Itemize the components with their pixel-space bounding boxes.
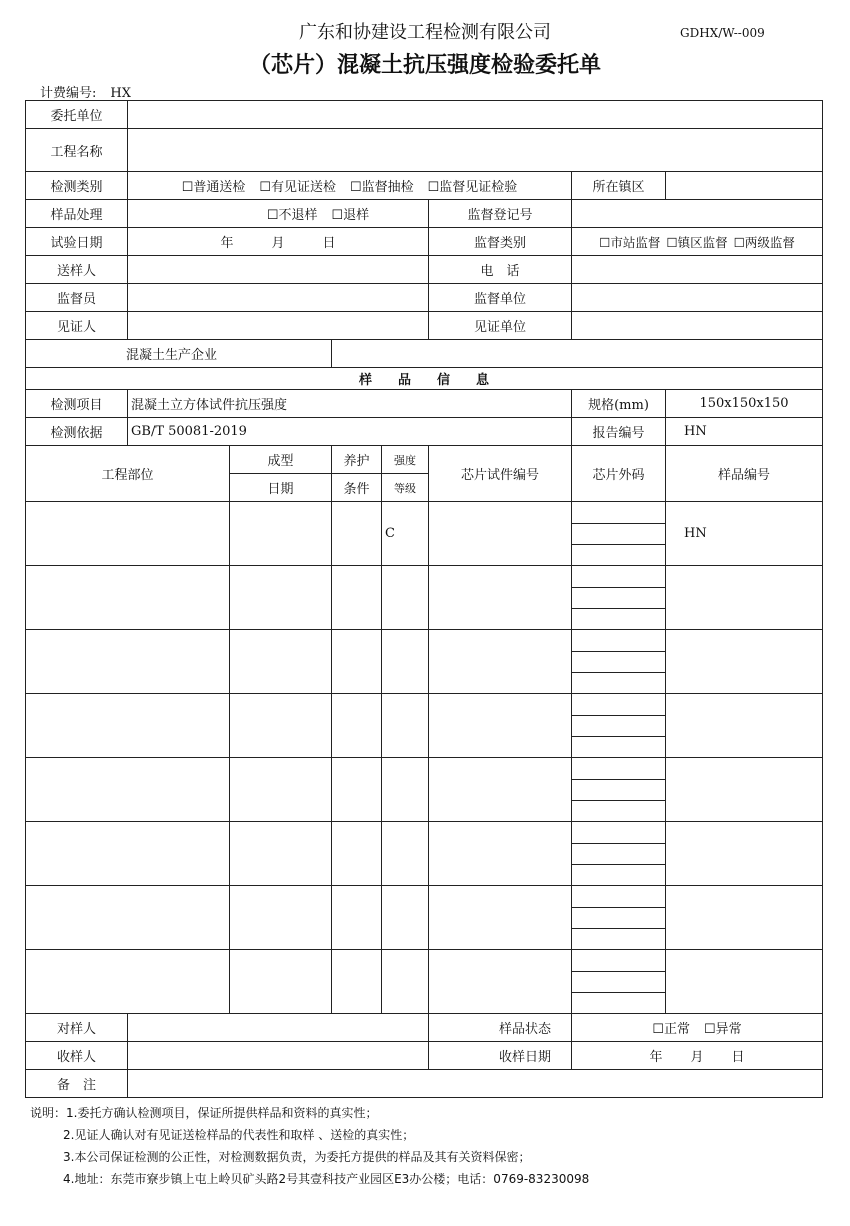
sample-chip-no-cell[interactable]: [429, 566, 572, 630]
phone-field[interactable]: [572, 256, 823, 284]
sample-number-cell[interactable]: [666, 566, 823, 630]
test-date-field[interactable]: [128, 228, 429, 256]
notes: [30, 1102, 589, 1190]
note-1: 说明：1.委托方确认检测项目，保证所提供样品和资料的真实性；: [30, 1106, 378, 1120]
col-header-date: 日期: [230, 474, 332, 502]
sender-label: 送样人: [26, 256, 128, 284]
sample-grade-cell[interactable]: [382, 950, 429, 1014]
sample-chip-code-cell[interactable]: [572, 822, 666, 886]
sample-chip-no-cell[interactable]: [429, 502, 572, 566]
sample-forming-date-cell[interactable]: [230, 822, 332, 886]
sample-handling-label: 样品处理: [26, 200, 128, 228]
sample-location-cell[interactable]: [26, 758, 230, 822]
col-header-curing: 养护: [332, 446, 382, 474]
sample-grade-cell[interactable]: [382, 630, 429, 694]
sample-location-cell[interactable]: [26, 502, 230, 566]
sample-forming-date-cell[interactable]: [230, 502, 332, 566]
sample-curing-cell[interactable]: [332, 950, 382, 1014]
project-name-label: 工程名称: [26, 129, 128, 172]
sample-number-cell[interactable]: [666, 822, 823, 886]
fee-label: 计费编号:: [40, 86, 97, 101]
sample-number-cell[interactable]: HN: [666, 502, 823, 566]
sample-chip-code-cell[interactable]: [572, 630, 666, 694]
spec-value[interactable]: 150x150x150: [666, 390, 823, 418]
sample-info-heading: 样 品 信 息: [26, 368, 823, 390]
sample-chip-code-cell[interactable]: [572, 886, 666, 950]
sample-forming-date-cell[interactable]: [230, 886, 332, 950]
remarks-field[interactable]: [128, 1070, 823, 1098]
checker-field[interactable]: [128, 1014, 429, 1042]
sample-grade-cell[interactable]: C: [382, 502, 429, 566]
test-item-label: 检测项目: [26, 390, 128, 418]
sample-curing-cell[interactable]: [332, 758, 382, 822]
town-field[interactable]: [666, 172, 823, 200]
supervision-unit-label: 监督单位: [429, 284, 572, 312]
witness-unit-label: 见证单位: [429, 312, 572, 340]
sample-forming-date-cell[interactable]: [230, 950, 332, 1014]
sample-forming-date-cell[interactable]: [230, 630, 332, 694]
remarks-label: 备 注: [26, 1070, 128, 1098]
sample-chip-no-cell[interactable]: [429, 758, 572, 822]
sample-handling-options: [128, 200, 429, 228]
sample-grade-cell[interactable]: [382, 822, 429, 886]
checkbox-status-abnormal[interactable]: ☐异常: [704, 1022, 742, 1037]
sample-number-cell[interactable]: [666, 886, 823, 950]
col-header-chip-code: 芯片外码: [572, 446, 666, 502]
sample-grade-cell[interactable]: [382, 758, 429, 822]
receive-date-label: 收样日期: [429, 1042, 572, 1070]
checkbox-return[interactable]: ☐退样: [331, 208, 370, 223]
date-year: 年: [220, 236, 234, 251]
town-label: 所在镇区: [572, 172, 666, 200]
sample-location-cell[interactable]: [26, 694, 230, 758]
sample-curing-cell[interactable]: [332, 822, 382, 886]
sample-chip-code-cell[interactable]: [572, 566, 666, 630]
client-unit-field[interactable]: [128, 101, 823, 129]
sender-field[interactable]: [128, 256, 429, 284]
checkbox-city-supervision[interactable]: ☐市站监督: [599, 234, 661, 250]
receive-date-day: 日: [731, 1050, 745, 1065]
sample-number-cell[interactable]: [666, 950, 823, 1014]
supervisor-label: 监督员: [26, 284, 128, 312]
supervision-unit-field[interactable]: [572, 284, 823, 312]
sample-chip-code-cell[interactable]: [572, 950, 666, 1014]
sample-curing-cell[interactable]: [332, 630, 382, 694]
sample-chip-code-cell[interactable]: [572, 502, 666, 566]
checkbox-status-normal[interactable]: ☐正常: [652, 1022, 690, 1037]
test-date-label: 试验日期: [26, 228, 128, 256]
sample-location-cell[interactable]: [26, 630, 230, 694]
sample-forming-date-cell[interactable]: [230, 758, 332, 822]
report-no-label: 报告编号: [572, 418, 666, 446]
test-category-options: [128, 172, 572, 200]
concrete-producer-field[interactable]: [332, 340, 823, 368]
sample-curing-cell[interactable]: [332, 694, 382, 758]
phone-label: 电 话: [429, 256, 572, 284]
checkbox-town-supervision[interactable]: ☐镇区监督: [666, 234, 728, 250]
form-title: （芯片）混凝土抗压强度检验委托单: [248, 53, 601, 78]
sample-chip-no-cell[interactable]: [429, 950, 572, 1014]
checkbox-dual-supervision[interactable]: ☐两级监督: [733, 234, 795, 250]
witness-unit-field[interactable]: [572, 312, 823, 340]
note-3: 3.本公司保证检测的公正性，对检测数据负责，为委托方提供的样品及其有关资料保密；: [63, 1150, 531, 1164]
receive-date-field[interactable]: [572, 1042, 823, 1070]
sample-status-options: [572, 1014, 823, 1042]
checkbox-no-return[interactable]: ☐不退样: [266, 208, 318, 223]
date-month: 月: [271, 236, 285, 251]
sample-chip-code-cell[interactable]: [572, 758, 666, 822]
sample-location-cell[interactable]: [26, 822, 230, 886]
test-item-value[interactable]: 混凝土立方体试件抗压强度: [128, 390, 572, 418]
supervision-type-label: 监督类别: [429, 228, 572, 256]
fee-number: [40, 82, 131, 101]
checkbox-regular-submission[interactable]: ☐普通送检: [181, 180, 246, 195]
sample-curing-cell[interactable]: [332, 886, 382, 950]
sample-number-cell[interactable]: [666, 758, 823, 822]
sample-location-cell[interactable]: [26, 886, 230, 950]
checkbox-supervision-witness[interactable]: ☐监督见证检验: [427, 180, 518, 195]
receive-date-year: 年: [649, 1050, 663, 1065]
sample-status-label: 样品状态: [429, 1014, 572, 1042]
sample-location-cell[interactable]: [26, 950, 230, 1014]
sample-chip-no-cell[interactable]: [429, 822, 572, 886]
sample-chip-no-cell[interactable]: [429, 694, 572, 758]
sample-grade-cell[interactable]: [382, 886, 429, 950]
col-header-forming: 成型: [230, 446, 332, 474]
sample-number-cell[interactable]: [666, 694, 823, 758]
date-day: 日: [322, 236, 336, 251]
test-basis-label: 检测依据: [26, 418, 128, 446]
fee-value[interactable]: HX: [110, 86, 131, 101]
checkbox-witness-submission[interactable]: ☐有见证送检: [259, 180, 336, 195]
concrete-producer-label: 混凝土生产企业: [26, 340, 332, 368]
commission-form: [25, 100, 823, 1098]
supervisor-field[interactable]: [128, 284, 429, 312]
sample-location-cell[interactable]: [26, 566, 230, 630]
test-category-label: 检测类别: [26, 172, 128, 200]
supervision-type-options: [572, 228, 823, 256]
col-header-grade: 等级: [382, 474, 429, 502]
report-no-value[interactable]: HN: [666, 418, 823, 446]
witness-field[interactable]: [128, 312, 429, 340]
sample-chip-no-cell[interactable]: [429, 630, 572, 694]
col-header-chip-no: 芯片试件编号: [429, 446, 572, 502]
checker-label: 对样人: [26, 1014, 128, 1042]
witness-label: 见证人: [26, 312, 128, 340]
supervision-reg-field[interactable]: [572, 200, 823, 228]
sample-chip-no-cell[interactable]: [429, 886, 572, 950]
receive-date-month: 月: [690, 1050, 704, 1065]
receiver-label: 收样人: [26, 1042, 128, 1070]
sample-forming-date-cell[interactable]: [230, 694, 332, 758]
col-header-sample-no: 样品编号: [666, 446, 823, 502]
test-basis-value[interactable]: GB/T 50081-2019: [128, 418, 572, 446]
sample-grade-cell[interactable]: [382, 566, 429, 630]
col-header-location: 工程部位: [26, 446, 230, 502]
sample-curing-cell[interactable]: [332, 502, 382, 566]
sample-chip-code-cell[interactable]: [572, 694, 666, 758]
form-code: GDHX/W--009: [680, 26, 765, 40]
receiver-field[interactable]: [128, 1042, 429, 1070]
sample-number-cell[interactable]: [666, 630, 823, 694]
spec-label: 规格(mm): [572, 390, 666, 418]
sample-forming-date-cell[interactable]: [230, 566, 332, 630]
note-4: 4.地址：东莞市寮步镇上屯上岭贝矿头路2号其壹科技产业园区E3办公楼；电话：0769-83230098: [63, 1172, 590, 1186]
sample-curing-cell[interactable]: [332, 566, 382, 630]
company-name: 广东和协建设工程检测有限公司: [299, 22, 551, 43]
sample-grade-cell[interactable]: [382, 694, 429, 758]
col-header-condition: 条件: [332, 474, 382, 502]
supervision-reg-label: 监督登记号: [429, 200, 572, 228]
client-unit-label: 委托单位: [26, 101, 128, 129]
note-2: 2.见证人确认对有见证送检样品的代表性和取样 、送检的真实性；: [63, 1128, 415, 1142]
checkbox-supervision-sampling[interactable]: ☐监督抽检: [350, 180, 414, 195]
project-name-field[interactable]: [128, 129, 823, 172]
col-header-strength: 强度: [382, 446, 429, 474]
